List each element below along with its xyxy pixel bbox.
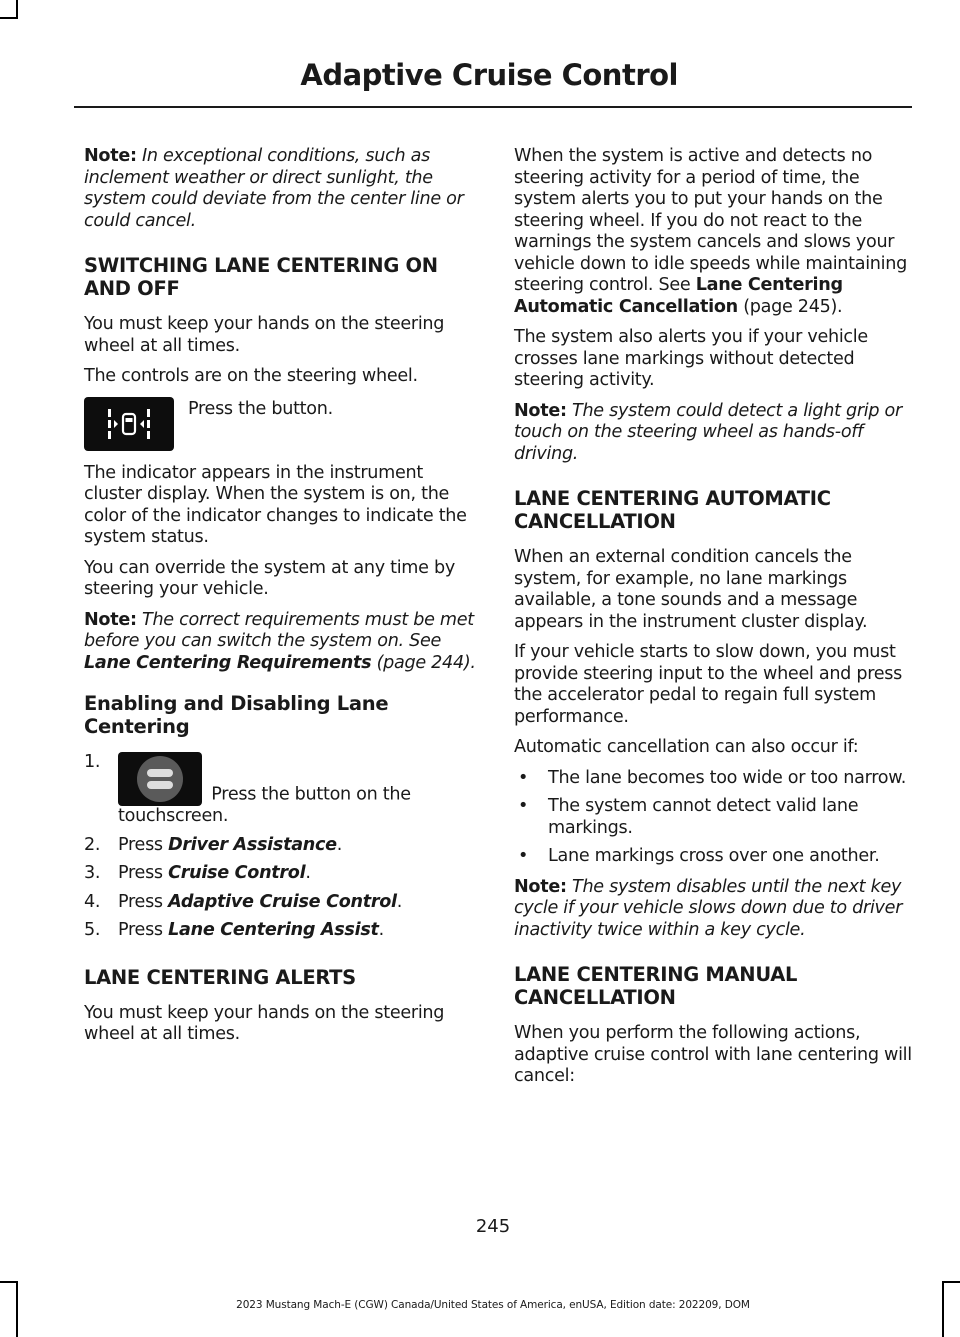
step-number: 1. [84, 752, 101, 772]
paragraph: The system also alerts you if your vehicle crosses lane markings without detected steering activity. [514, 327, 868, 390]
step-punct: . [396, 891, 403, 912]
step-text: Press [118, 834, 163, 855]
steering-button-row [84, 397, 480, 451]
paragraph [514, 146, 912, 318]
paragraph: You can override the system at any time by steering your vehicle. [84, 557, 455, 599]
section-heading: SWITCHING LANE CENTERING ON AND OFF [84, 254, 438, 300]
list-item-text: Lane markings cross over one another. [548, 846, 880, 866]
paragraph-text: When the system is active and detects no steering activity for a period of time, the system alerts you to put your hands on the steering wheel. If you do not react to the warnings the system cancels and slows your vehicle down to idle speeds while maintaining steering control. See [514, 146, 907, 295]
note-text: In exceptional conditions, such as inclement weather or direct sunlight, the system could deviate from the center line or could cancel. [84, 146, 464, 231]
step-item [84, 752, 480, 828]
note-label: Note: [514, 400, 567, 421]
subsection-heading: Enabling and Disabling Lane Centering [84, 692, 389, 738]
paragraph: When an external condition cancels the system, for example, no lane markings available, a tone sounds and a message appears in the instrument cluster display. [514, 547, 868, 632]
step-number: 2. [84, 834, 101, 855]
step-text: Press the button on the touchscreen. [118, 784, 411, 826]
section-heading: LANE CENTERING AUTOMATIC CANCELLATION [514, 487, 831, 533]
right-column [514, 146, 912, 1097]
paragraph: The indicator appears in the instrument cluster display. When the system is on, the color of the indicator changes to indicate the system status. [84, 462, 467, 547]
crop-mark [0, 1281, 18, 1283]
crop-mark [16, 0, 18, 18]
paragraph: If your vehicle starts to slow down, you must provide steering input to the wheel and press the accelerator pedal to regain full system performance. [514, 642, 903, 727]
list-item-text: The lane becomes too wide or too narrow. [548, 767, 907, 788]
step-item [84, 920, 480, 942]
step-text: Press [118, 920, 163, 940]
header-rule [74, 106, 912, 108]
left-column [84, 146, 480, 1055]
step-text: Press [118, 863, 163, 883]
page-number: 245 [475, 1216, 511, 1237]
note [514, 401, 912, 466]
page-title: Adaptive Cruise Control [300, 58, 678, 92]
step-punct: . [378, 920, 384, 940]
paragraph: Automatic cancellation can also occur if: [514, 737, 859, 757]
paragraph: The controls are on the steering wheel. [84, 366, 418, 386]
step-item [84, 835, 480, 857]
list-item: • The system cannot detect valid lane markings. [514, 796, 912, 839]
page-reference: (page 244). [376, 652, 476, 673]
note [84, 610, 480, 675]
crop-mark [942, 1281, 960, 1283]
menu-item-name: Lane Centering Assist [168, 920, 379, 940]
press-button-text: Press the button. [188, 398, 333, 419]
list-item: • Lane markings cross over one another. [518, 846, 880, 866]
bullet-list [514, 768, 912, 868]
crop-mark [0, 17, 18, 19]
menu-item-name: Cruise Control [168, 863, 306, 883]
list-item: • The lane becomes too wide or too narrow. [518, 767, 907, 788]
note-label: Note: [514, 876, 567, 897]
paragraph: You must keep your hands on the steering wheel at all times. [84, 1002, 445, 1044]
note-label: Note: [84, 609, 137, 630]
menu-item-name: Driver Assistance [168, 834, 337, 855]
note-text: The system disables until the next key cycle if your vehicle slows down due to driver inactivity twice within a key cycle. [514, 876, 903, 940]
note [514, 877, 912, 942]
step-punct: . [305, 863, 311, 883]
lane-centering-icon [84, 397, 174, 451]
page-reference: (page 245). [743, 296, 843, 317]
note-text: The system could detect a light grip or touch on the steering wheel as hands-off driving. [514, 400, 902, 464]
toggle-settings-icon [118, 752, 202, 806]
cross-reference-link[interactable]: Lane Centering Requirements [84, 652, 372, 673]
note-label: Note: [84, 146, 137, 166]
footer-edition: 2023 Mustang Mach-E (CGW) Canada/United States of America, enUSA, Edition date: 202209, DOM [236, 1299, 750, 1311]
step-item [84, 892, 480, 914]
step-text: Press [118, 891, 163, 912]
paragraph: You must keep your hands on the steering wheel at all times. [84, 314, 445, 356]
step-number: 5. [84, 920, 101, 940]
note-text: The correct requirements must be met before you can switch the system on. See [84, 609, 474, 651]
paragraph: When you perform the following actions, adaptive cruise control with lane centering will cancel: [514, 1023, 912, 1086]
section-heading: LANE CENTERING ALERTS [84, 965, 356, 989]
step-number: 3. [84, 863, 101, 883]
step-number: 4. [84, 891, 101, 912]
step-punct: . [336, 834, 343, 855]
section-heading: LANE CENTERING MANUAL CANCELLATION [514, 963, 798, 1009]
cross-reference-link[interactable]: Lane Centering Automatic Cancellation [514, 275, 843, 317]
note [84, 146, 480, 232]
list-item-text: The system cannot detect valid lane markings. [548, 796, 859, 838]
menu-item-name: Adaptive Cruise Control [168, 891, 397, 912]
step-item [84, 863, 480, 885]
